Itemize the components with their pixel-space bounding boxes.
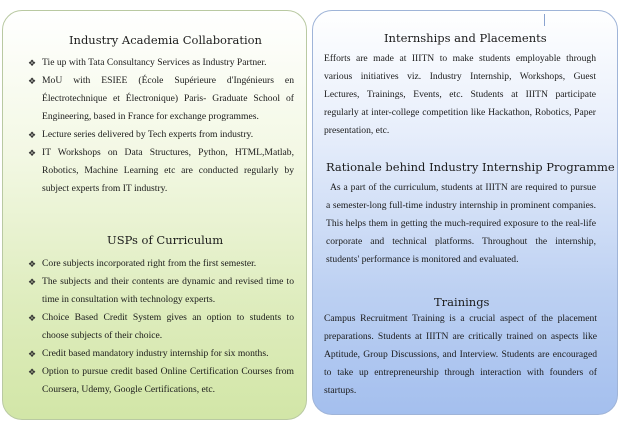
list-item [28,273,294,309]
list-item [28,54,294,72]
list-item [28,345,294,363]
diamond-bullet-icon: ❖ [28,58,37,68]
diamond-bullet-icon: ❖ [28,259,37,269]
panel-marker [544,14,545,26]
list-item-text: The subjects and their contents are dynamic and revised time to time in consultation with technology experts. [42,276,294,305]
diamond-bullet-icon: ❖ [28,313,37,323]
list-item [28,255,294,273]
list-item-text: Choice Based Credit System gives an option to students to choose subjects of their choice. [42,312,294,341]
list-item-text: Lecture series delivered by Tech experts from industry. [42,129,254,140]
usp-list [28,255,294,399]
trainings-title: Trainings [434,295,490,309]
internships-title: Internships and Placements [384,31,547,45]
diamond-bullet-icon: ❖ [28,76,37,86]
diamond-bullet-icon: ❖ [28,148,37,158]
list-item-text: IT Workshops on Data Structures, Python, HTML,Matlab, Robotics, Machine Learning etc are conducted regularly by subject experts from IT industry. [42,147,294,194]
list-item-text: Tie up with Tata Consultancy Services as Industry Partner. [42,57,267,68]
diamond-bullet-icon: ❖ [28,367,37,377]
list-item [28,126,294,144]
rationale-title: Rationale behind Industry Internship Programme [326,160,615,174]
list-item [28,309,294,345]
rationale-text: As a part of the curriculum, students at IIITN are required to pursue a semester-long full-time industry internship in prominent companies. This helps them in getting the much-required exposure to the real-life corporate and technical platforms. Throughout the internship, students' performance is monitored and evaluated. [326,182,596,265]
collab-list [28,54,294,198]
collab-title: Industry Academia Collaboration [69,33,262,47]
diamond-bullet-icon: ❖ [28,349,37,359]
diamond-bullet-icon: ❖ [28,277,37,287]
list-item-text: Core subjects incorporated right from the first semester. [42,258,257,269]
diamond-bullet-icon: ❖ [28,130,37,140]
list-item [28,363,294,399]
internships-text: Efforts are made at IIITN to make students employable through various initiatives viz. Industry Internship, Workshops, Guest Lectures, Trainings, Events, etc. Students at IIITN participate regularly at inter-college competition like Hackathon, Robotics, Paper presentation, etc. [324,53,596,136]
list-item [28,72,294,126]
list-item-text: MoU with ESIEE (École Supérieure d'Ingénieurs en Électrotechnique et Électronique) Paris- Graduate School of Engineering, based in France for exchange programmes. [42,75,294,122]
usp-title: USPs of Curriculum [107,233,224,247]
list-item [28,144,294,198]
list-item-text: Option to pursue credit based Online Certification Courses from Coursera, Udemy, Google Certifications, etc. [42,366,294,395]
trainings-text: Campus Recruitment Training is a crucial aspect of the placement preparations. Students at IIITN are critically trained on aspects like Aptitude, Group Discussions, and Interview. Students are encouraged to take up entrepreneurship through interaction with founders of startups. [324,313,597,396]
list-item-text: Credit based mandatory industry internship for six months. [42,348,269,359]
